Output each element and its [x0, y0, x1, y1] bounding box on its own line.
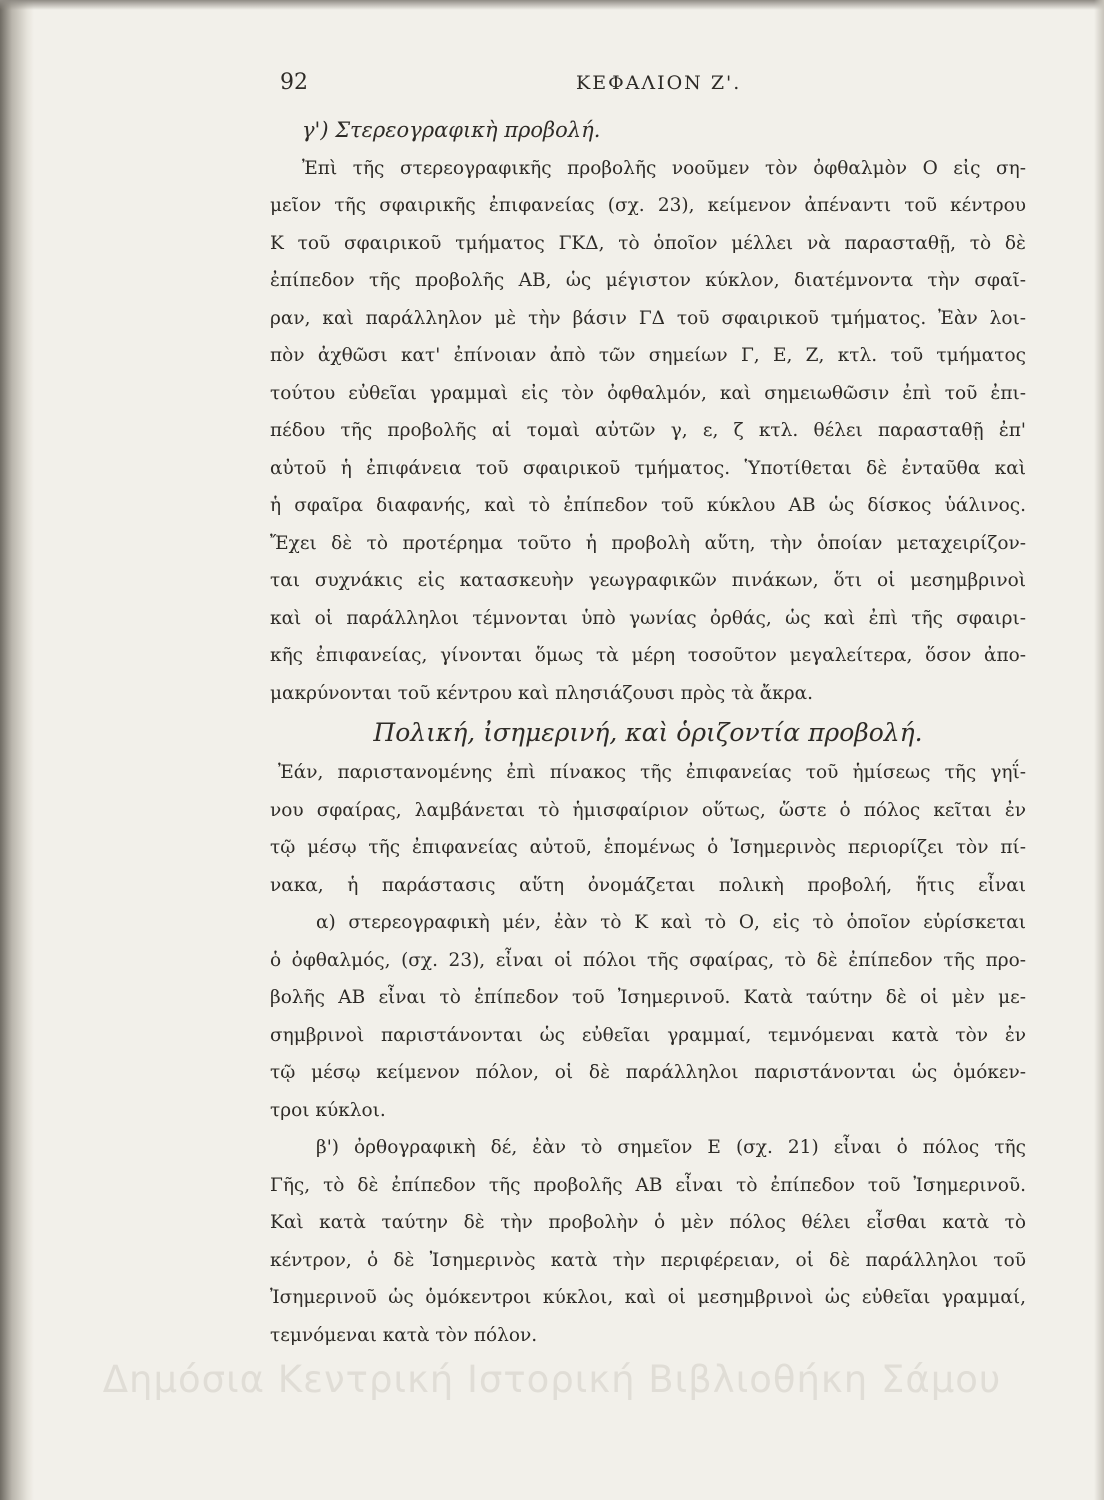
text-line: ὁ ὀφθαλμός, (σχ. 23), εἶναι οἱ πόλοι τῆς σφαίρας, τὸ δὲ ἐπίπεδον τῆς προ- — [270, 949, 1026, 971]
text-line: τῷ μέσῳ κείμενον πόλον, οἱ δὲ παράλληλοι παριστάνονται ὡς ὁμόκεν- — [270, 1062, 1026, 1083]
library-watermark: Δημόσια Κεντρική Ιστορική Βιβλιοθήκη Σάμου — [102, 1358, 1002, 1401]
text-line: τροι κύκλοι. — [270, 1099, 386, 1121]
text-line: Ἐάν, παριστανομένης ἐπὶ πίνακος τῆς ἐπιφανείας τοῦ ἡμίσεως τῆς γηΐ- — [278, 762, 1026, 783]
text-line: μεῖον τῆς σφαιρικῆς ἐπιφανείας (σχ. 23), κείμενον ἀπέναντι τοῦ κέντρου — [270, 195, 1026, 216]
text-line: Ἐπὶ τῆς στερεογραφικῆς προβολῆς νοοῦμεν τὸν ὀφθαλμὸν Ο εἰς ση- — [302, 157, 1026, 179]
text-line: πέδου τῆς προβολῆς αἱ τομαὶ αὐτῶν γ, ε, ζ κτλ. θέλει παρασταθῇ ἐπ' — [270, 420, 1026, 441]
text-line: β') ὀρθογραφικὴ δέ, ἐὰν τὸ σημεῖον Ε (σχ. 21) εἶναι ὁ πόλος τῆς — [316, 1137, 1026, 1158]
page-binding-shadow — [0, 0, 34, 1500]
text-line: τούτου εὐθεῖαι γραμμαὶ εἰς τὸν ὀφθαλμόν, καὶ σημειωθῶσιν ἐπὶ τοῦ ἐπι- — [270, 382, 1026, 404]
page-right-shadow — [1094, 0, 1104, 1500]
text-line: α) στερεογραφικὴ μέν, ἐὰν τὸ Κ καὶ τὸ Ο, εἰς τὸ ὁποῖον εὑρίσκεται — [316, 912, 1026, 933]
text-line: Ἔχει δὲ τὸ προτέρημα τοῦτο ἡ προβολὴ αὕτη, τὴν ὁποίαν μεταχειρίζον- — [270, 532, 1026, 554]
text-line: Γῆς, τὸ δὲ ἐπίπεδον τῆς προβολῆς ΑΒ εἶναι τὸ ἐπίπεδον τοῦ Ἰσημερινοῦ. — [270, 1174, 1026, 1196]
section-heading-stereographic: γ') Στερεογραφικὴ προβολή. — [302, 118, 601, 142]
section-heading-polar: Πολική, ἰσημερινή, καὶ ὁριζοντία προβολή. — [373, 718, 923, 747]
text-line: πὸν ἀχθῶσι κατ' ἐπίνοιαν ἀπὸ τῶν σημείων Γ, Ε, Ζ, κτλ. τοῦ τμήματος — [270, 345, 1026, 366]
text-line: τεμνόμεναι κατὰ τὸν πόλον. — [270, 1324, 538, 1346]
page-top-shadow — [0, 0, 1104, 10]
page-header — [280, 70, 840, 104]
text-line: ἐπίπεδον τῆς προβολῆς ΑΒ, ὡς μέγιστον κύκλον, διατέμνοντα τὴν σφαῖ- — [270, 270, 1026, 291]
text-line: ἡ σφαῖρα διαφανής, καὶ τὸ ἐπίπεδον τοῦ κύκλου ΑΒ ὡς δίσκος ὑάλινος. — [270, 495, 1026, 516]
text-line: μακρύνονται τοῦ κέντρου καὶ πλησιάζουσι πρὸς τὰ ἄκρα. — [270, 682, 813, 704]
text-line: νακα, ἡ παράστασις αὕτη ὀνομάζεται πολικὴ προβολή, ἥτις εἶναι — [270, 874, 1026, 896]
text-line: βολῆς ΑΒ εἶναι τὸ ἐπίπεδον τοῦ Ἰσημερινοῦ. Κατὰ ταύτην δὲ οἱ μὲν με- — [270, 987, 1026, 1008]
text-line: σημβρινοὶ παριστάνονται ὡς εὐθεῖαι γραμμαί, τεμνόμεναι κατὰ τὸν ἐν — [270, 1024, 1026, 1046]
text-line: αὐτοῦ ἡ ἐπιφάνεια τοῦ σφαιρικοῦ τμήματος. Ὑποτίθεται δὲ ἐνταῦθα καὶ — [270, 457, 1026, 479]
page-number: 92 — [280, 70, 308, 95]
text-line: Ἰσημερινοῦ ὡς ὁμόκεντροι κύκλοι, καὶ οἱ μεσημβρινοὶ ὡς εὐθεῖαι γραμμαί, — [270, 1287, 1026, 1308]
text-line: κέντρον, ὁ δὲ Ἰσημερινὸς κατὰ τὴν περιφέρειαν, οἱ δὲ παράλληλοι τοῦ — [270, 1249, 1026, 1271]
text-line: Καὶ κατὰ ταύτην δὲ τὴν προβολὴν ὁ μὲν πόλος θέλει εἶσθαι κατὰ τὸ — [270, 1212, 1026, 1233]
page-body — [270, 112, 1026, 1354]
text-line: Κ τοῦ σφαιρικοῦ τμήματος ΓΚΔ, τὸ ὁποῖον μέλλει νὰ παρασταθῇ, τὸ δὲ — [270, 232, 1026, 254]
text-line: κῆς ἐπιφανείας, γίνονται ὅμως τὰ μέρη τοσοῦτον μεγαλείτερα, ὅσον ἀπο- — [270, 645, 1026, 666]
text-line: ραν, καὶ παράλληλον μὲ τὴν βάσιν ΓΔ τοῦ σφαιρικοῦ τμήματος. Ἐὰν λοι- — [270, 307, 1026, 329]
text-line: ται συχνάκις εἰς κατασκευὴν γεωγραφικῶν πινάκων, ὅτι οἱ μεσημβρινοὶ — [270, 570, 1026, 591]
running-head: ΚΕΦΑΛΙΟΝ Ζ'. — [576, 72, 742, 94]
text-line: τῷ μέσῳ τῆς ἐπιφανείας αὐτοῦ, ἑπομένως ὁ Ἰσημερινὸς περιορίζει τὸν πί- — [270, 837, 1026, 858]
text-line: νου σφαίρας, λαμβάνεται τὸ ἡμισφαίριον οὕτως, ὥστε ὁ πόλος κεῖται ἐν — [270, 799, 1026, 821]
text-line: καὶ οἱ παράλληλοι τέμνονται ὑπὸ γωνίας ὀρθάς, ὡς καὶ ἐπὶ τῆς σφαιρι- — [270, 607, 1026, 629]
